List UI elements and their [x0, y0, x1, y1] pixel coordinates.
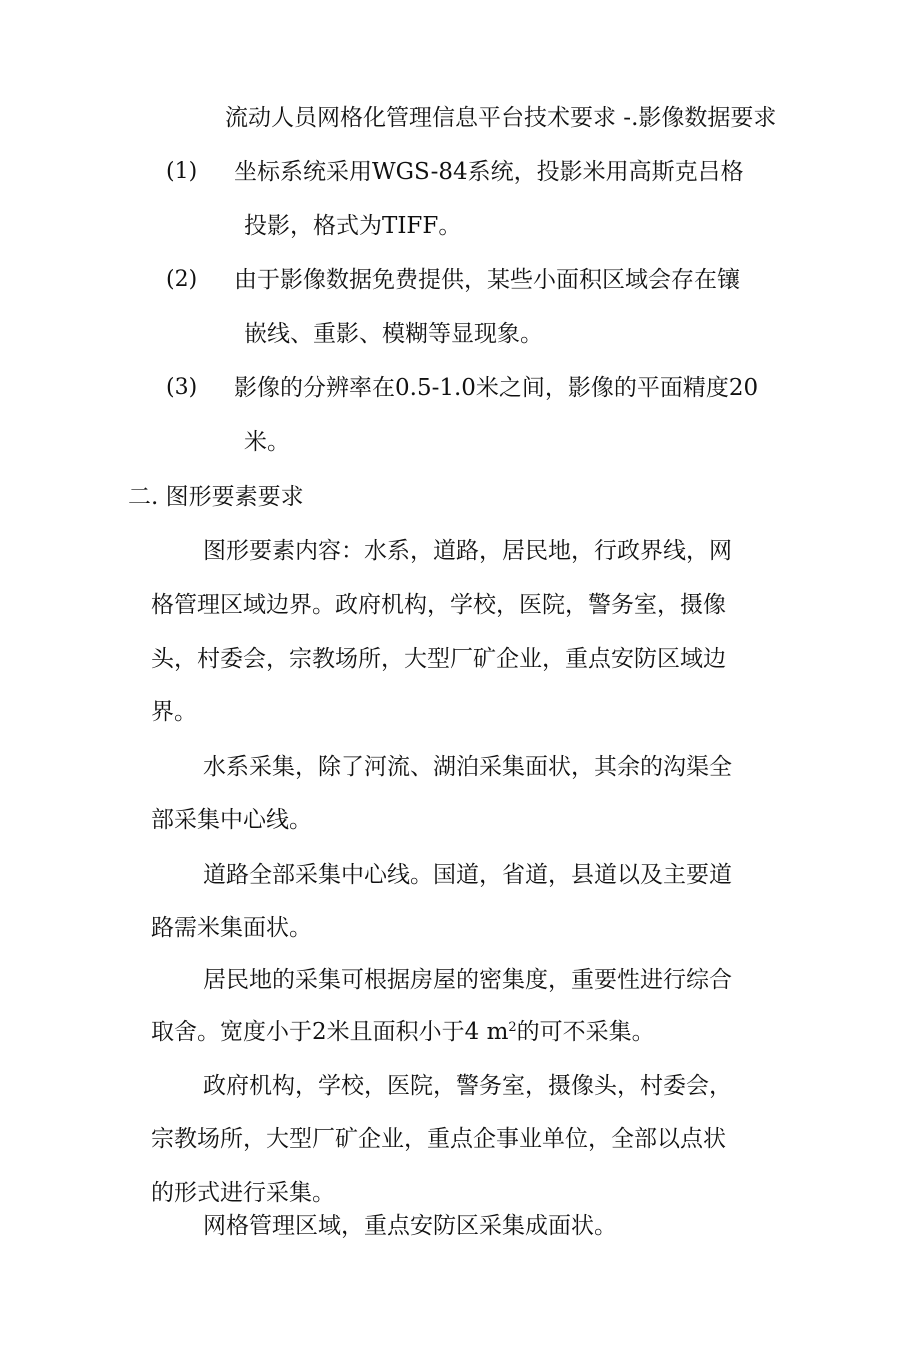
section-heading: 二. 图形要素要求 [128, 484, 304, 510]
page-title: 流动人员网格化管理信息平台技术要求 -.影像数据要求 [225, 105, 777, 131]
superscript: 2 [508, 1020, 517, 1035]
paragraph-line: 格管理区域边界。政府机构，学校，医院，警务室，摄像 [151, 592, 726, 618]
list-item-text: 由于影像数据免费提供，某些小面积区域会存在镶 [234, 267, 740, 293]
list-number: (2) [166, 267, 198, 292]
paragraph-line: 图形要素内容：水系，道路，居民地，行政界线，网 [203, 538, 732, 564]
paragraph-text: 取舍。宽度小于2米且面积小于4 m [151, 1019, 509, 1045]
paragraph-line: 的形式进行采集。 [151, 1180, 335, 1206]
list-item-text: 嵌线、重影、模糊等显现象。 [244, 321, 543, 347]
paragraph-line: 路需米集面状。 [151, 915, 312, 941]
list-item-text: 影像的分辨率在0.5-1.0米之间，影像的平面精度20 [234, 375, 759, 401]
paragraph-line: 道路全部采集中心线。国道，省道，县道以及主要道 [203, 862, 732, 888]
paragraph-text: 的可不采集。 [516, 1019, 655, 1045]
paragraph-line: 水系采集，除了河流、湖泊采集面状，其余的沟渠全 [203, 754, 732, 780]
paragraph-line: 居民地的采集可根据房屋的密集度，重要性进行综合 [203, 967, 732, 993]
paragraph-line: 头，村委会，宗教场所，大型厂矿企业，重点安防区域边 [151, 646, 726, 672]
paragraph-line: 宗教场所，大型厂矿企业，重点企事业单位，全部以点状 [151, 1126, 726, 1152]
list-number: (3) [166, 375, 198, 400]
paragraph-line: 网格管理区域，重点安防区采集成面状。 [203, 1213, 617, 1239]
paragraph-line [151, 1017, 655, 1047]
list-number: (1) [166, 159, 198, 184]
list-item-text: 投影，格式为TIFF。 [244, 213, 462, 239]
paragraph-line: 界。 [151, 699, 197, 725]
list-item-text: 米。 [244, 429, 290, 455]
paragraph-line: 政府机构，学校，医院，警务室，摄像头，村委会， [203, 1073, 732, 1099]
list-item-text: 坐标系统采用WGS-84系统，投影米用高斯克吕格 [234, 159, 744, 185]
paragraph-line: 部采集中心线。 [151, 807, 312, 833]
